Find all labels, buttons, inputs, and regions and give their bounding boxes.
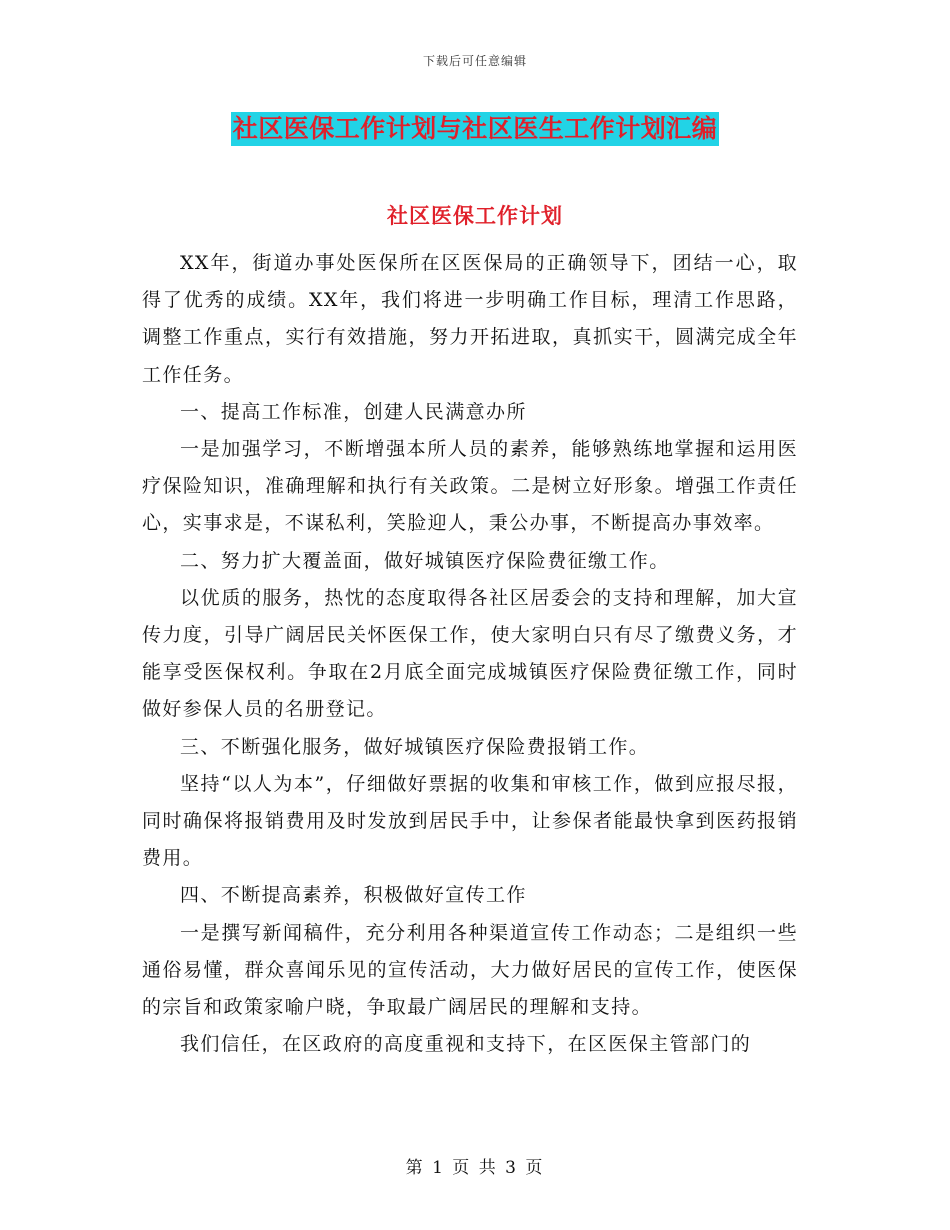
paragraph: 一是加强学习，不断增强本所人员的素养，能够熟练地掌握和运用医疗保险知识，准确理解和执行有关政策。二是树立好形象。增强工作责任心，实事求是，不谋私利，笑脸迎人，秉公办事，不断提高办事效率。 xyxy=(142,438,798,535)
paragraph: 三、不断强化服务，做好城镇医疗保险费报销工作。 xyxy=(180,735,650,758)
paragraph: 我们信任，在区政府的高度重视和支持下，在区医保主管部门的 xyxy=(180,1033,752,1056)
document-body xyxy=(142,245,798,1063)
paragraph: 一是撰写新闻稿件，充分利用各种渠道宣传工作动态；二是组织一些通俗易懂，群众喜闻乐见的宣传活动，大力做好居民的宣传工作，使医保的宗旨和政策家喻户晓，争取最广阔居民的理解和支持。 xyxy=(142,921,798,1019)
paragraph: 二、努力扩大覆盖面，做好城镇医疗保险费征缴工作。 xyxy=(180,549,670,572)
paragraph: 坚持“以人为本”，仔细做好票据的收集和审核工作，做到应报尽报，同时确保将报销费用及时发放到居民手中，让参保者能最快拿到医药报销费用。 xyxy=(142,772,798,870)
header-note: 下载后可任意编辑 xyxy=(422,54,527,68)
paragraph: XX年，街道办事处医保所在区医保局的正确领导下，团结一心，取得了优秀的成绩。XX年，我们将进一步明确工作目标，理清工作思路，调整工作重点，实行有效措施，努力开拓进取，真抓实干，圆满完成全年工作任务。 xyxy=(142,252,798,386)
main-title-container xyxy=(0,112,950,146)
page-number-footer: 第 1 页 共 3 页 xyxy=(405,1158,545,1178)
paragraph: 四、不断提高素养，积极做好宣传工作 xyxy=(180,884,527,907)
section-title: 社区医保工作计划 xyxy=(387,204,563,228)
paragraph: 一、提高工作标准，创建人民满意办所 xyxy=(180,400,527,423)
paragraph: 以优质的服务，热忱的态度取得各社区居委会的支持和理解，加大宣传力度，引导广阔居民关怀医保工作，使大家明白只有尽了缴费义务，才能享受医保权利。争取在2月底全面完成城镇医疗保险费征缴工作，同时做好参保人员的名册登记。 xyxy=(142,586,798,721)
document-main-title: 社区医保工作计划与社区医生工作计划汇编 xyxy=(231,112,720,146)
